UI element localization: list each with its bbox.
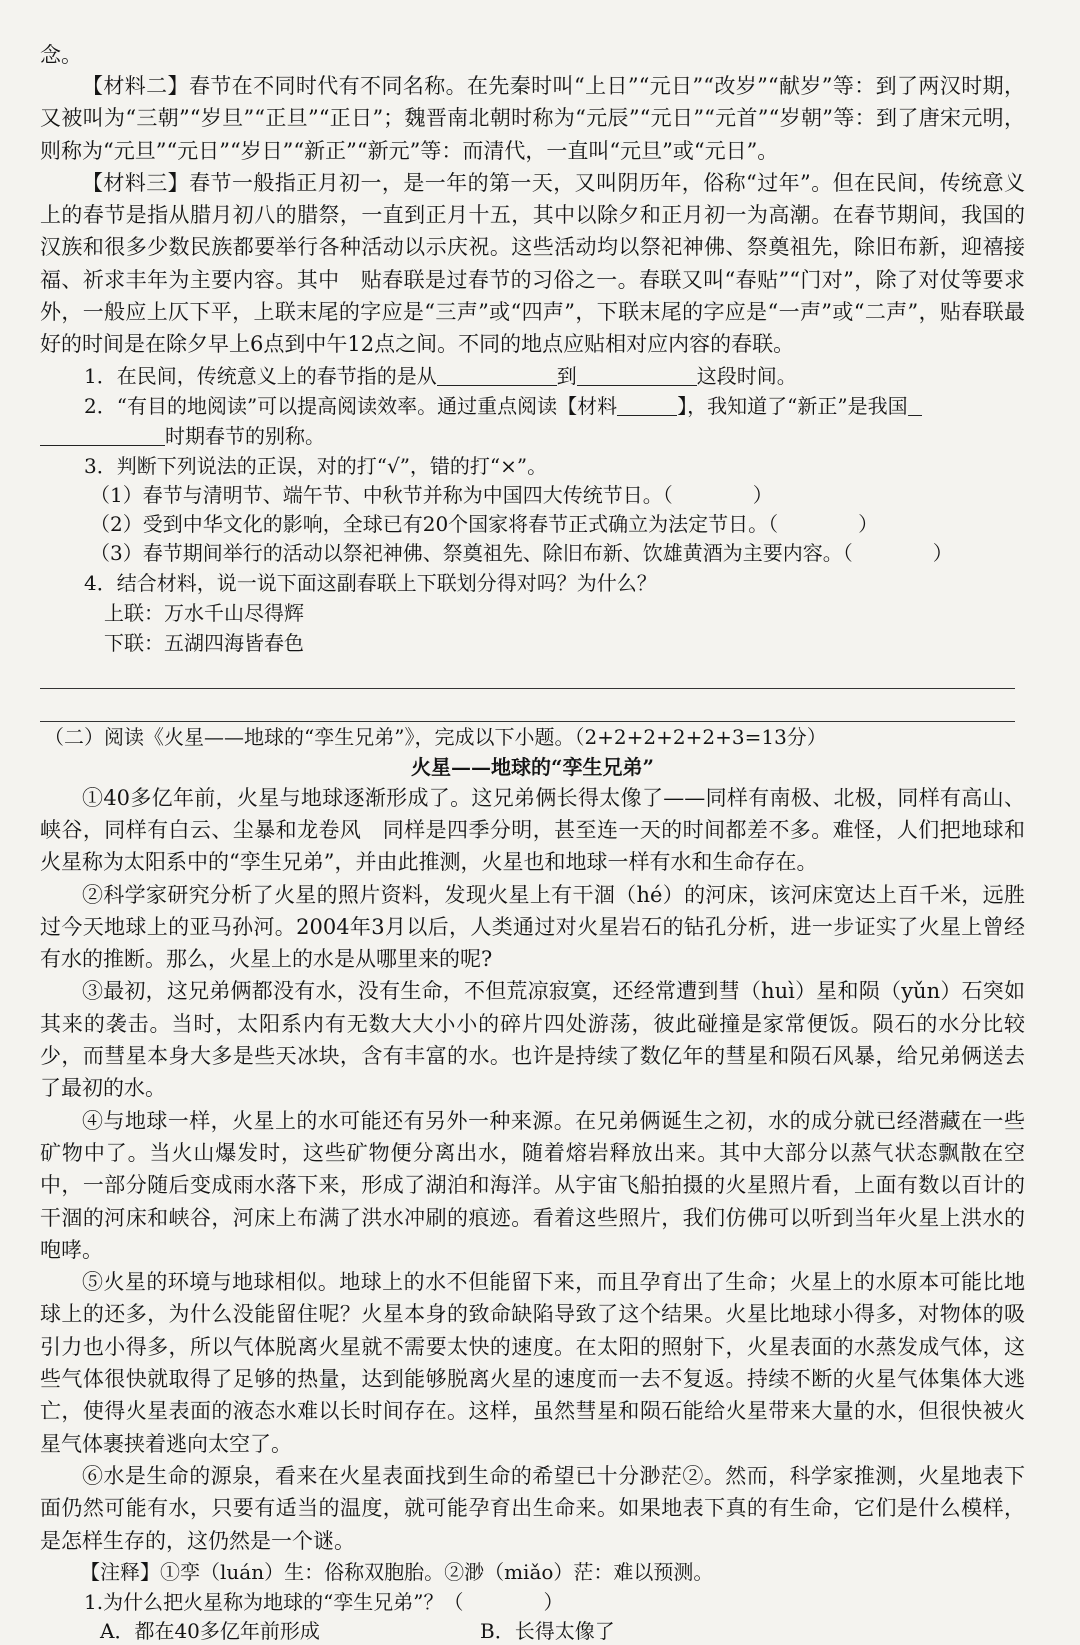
article-paragraph: ⑤火星的环境与地球相似。地球上的水不但能留下来，而且孕育出了生命；火星上的水原本可能比地球上的还多，为什么没能留住呢？火星本身的致命缺陷导致了这个结果。火星比地球小得多，对物体的吸引力也小得多，所以气体脱离火星就不需要太快的速度。在太阳的照射下，火星表面的水蒸发成气体，这些气体很快就取得了足够的热量，达到能够脱离火星的速度而一去不复返。持续不断的火星气体集体大逃亡，使得火星表面的液态水难以长时间存在。这样，虽然彗星和陨石能给火星带来大量的水，但很快被火星气体裹挟着逃向太空了。 bbox=[40, 1270, 1025, 1456]
option-a[interactable]: A．都在40多亿年前形成 bbox=[100, 1618, 320, 1643]
article-paragraph: ①40多亿年前，火星与地球逐渐形成了。这兄弟俩长得太像了——同样有南极、北极，同样有高山、峡谷，同样有白云、尘暴和龙卷风 同样是四季分明，甚至连一天的时间都差不多。难怪，人们把地球和火星称为太阳系中的“孪生兄弟”，并由此推测，火星也和地球一样有水和生命存在。 bbox=[40, 785, 1025, 875]
answer-blank[interactable] bbox=[437, 365, 557, 386]
question-2-cont: 时期春节的别称。 bbox=[40, 421, 1025, 451]
question-3-item: （2）受到中华文化的影响，全球已有20个国家将春节正式确立为法定节日。（ ） bbox=[90, 511, 879, 536]
question-3-item: （3）春节期间举行的活动以祭祀神佛、祭奠祖先、除旧布新、饮雄黄酒为主要内容。（ ） bbox=[90, 540, 953, 565]
exam-sheet bbox=[40, 40, 1025, 1645]
question-3-item: （1）春节与清明节、端午节、中秋节并称为中国四大传统节日。（ ） bbox=[90, 482, 773, 507]
material-three: 【材料三】春节一般指正月初一，是一年的第一天，又叫阴历年，俗称“过年”。但在民间，传统意义上的春节是指从腊月初八的腊祭，一直到正月十五，其中以除夕和正月初一为高潮。在春节期间，我国的汉族和很多少数民族都要举行各种活动以示庆祝。这些活动均以祭祀神佛、祭奠祖先，除旧布新，迎禧接福、祈求丰年为主要内容。其中 贴春联是过春节的习俗之一。春联又叫“春贴”“门对”，除了对仗等要求外，一般应上仄下平，上联末尾的字应是“三声”或“四声”，下联末尾的字应是“一声”或“二声”，贴春联最好的时间是在除夕早上6点到中午12点之间。不同的地点应贴相对应内容的春联。 bbox=[40, 170, 1025, 357]
material-two: 【材料二】春节在不同时代有不同名称。在先秦时叫“上日”“元日”“改岁”“献岁”等：到了两汉时期，又被叫为“三朝”“岁旦”“正旦”“正日”；魏晋南北朝时称为“元辰”“元日”“元首”“岁朝”等：到了唐宋元明，则称为“元旦”“元日”“岁日”“新正”“新元”等：而清代，一直叫“元旦”或“元日”。 bbox=[40, 74, 1025, 163]
top-fragment: 念。 bbox=[40, 43, 82, 67]
couplet-lower: 下联：五湖四海皆春色 bbox=[104, 630, 304, 655]
option-b[interactable]: B．长得太像了 bbox=[480, 1618, 615, 1643]
mc-options bbox=[100, 1617, 1025, 1645]
article-title: 火星——地球的“孪生兄弟” bbox=[410, 754, 654, 779]
mc-question-1: 1.为什么把火星称为地球的“孪生兄弟”？（ ） bbox=[84, 1589, 564, 1614]
answer-line[interactable] bbox=[40, 688, 1015, 689]
question-2: 2．“有目的地阅读”可以提高阅读效率。通过重点阅读【材料 】，我知道了“新正”是我国 bbox=[84, 391, 1025, 421]
section-heading: （二）阅读《火星——地球的“孪生兄弟”》，完成以下小题。（2+2+2+2+2+3=13分） bbox=[44, 724, 827, 749]
answer-blank[interactable] bbox=[908, 395, 922, 416]
answer-blank[interactable] bbox=[617, 395, 677, 416]
answer-blank[interactable] bbox=[577, 365, 697, 386]
annotation: 【注释】①孪（luán）生：俗称双胞胎。②渺（miǎo）茫：难以预测。 bbox=[80, 1559, 714, 1584]
question-3-stem: 3．判断下列说法的正误，对的打“√”，错的打“×”。 bbox=[84, 453, 548, 478]
couplet-upper: 上联：万水千山尽得辉 bbox=[104, 600, 304, 625]
article-paragraph: ⑥水是生命的源泉，看来在火星表面找到生命的希望已十分渺茫②。然而，科学家推测，火星地表下面仍然可能有水，只要有适当的温度，就可能孕育出生命来。如果地表下真的有生命，它们是什么模样，是怎样生存的，这仍然是一个谜。 bbox=[40, 1463, 1025, 1553]
question-4-stem: 4．结合材料，说一说下面这副春联上下联划分得对吗？为什么？ bbox=[84, 570, 657, 595]
answer-blank[interactable] bbox=[40, 425, 165, 446]
article-paragraph: ③最初，这兄弟俩都没有水，没有生命，不但荒凉寂寞，还经常遭到彗（huì）星和陨（yǔn）石突如其来的袭击。当时，太阳系内有无数大大小小的碎片四处游荡，彼此碰撞是家常便饭。陨石的水分比较少，而彗星本身大多是些天冰块，含有丰富的水。也许是持续了数亿年的彗星和陨石风暴，给兄弟俩送去了最初的水。 bbox=[40, 979, 1025, 1101]
article-paragraph: ④与地球一样，火星上的水可能还有另外一种来源。在兄弟俩诞生之初，水的成分就已经潜藏在一些矿物中了。当火山爆发时，这些矿物便分离出水，随着熔岩释放出来。其中大部分以蒸气状态飘散在空中，一部分随后变成雨水落下来，形成了湖泊和海洋。从宇宙飞船拍摄的火星照片看，上面有数以百计的干涸的河床和峡谷，河床上布满了洪水冲刷的痕迹。看着这些照片，我们仿佛可以听到当年火星上洪水的咆哮。 bbox=[40, 1108, 1025, 1262]
question-1: 1．在民间，传统意义上的春节指的是从 到 这段时间。 bbox=[84, 363, 797, 388]
article-paragraph: ②科学家研究分析了火星的照片资料，发现火星上有干涸（hé）的河床，该河床宽达上百千米，远胜过今天地球上的亚马孙河。2004年3月以后，人类通过对火星岩石的钻孔分析，进一步证实了火星上曾经有水的推断。那么，火星上的水是从哪里来的呢? bbox=[40, 882, 1025, 972]
